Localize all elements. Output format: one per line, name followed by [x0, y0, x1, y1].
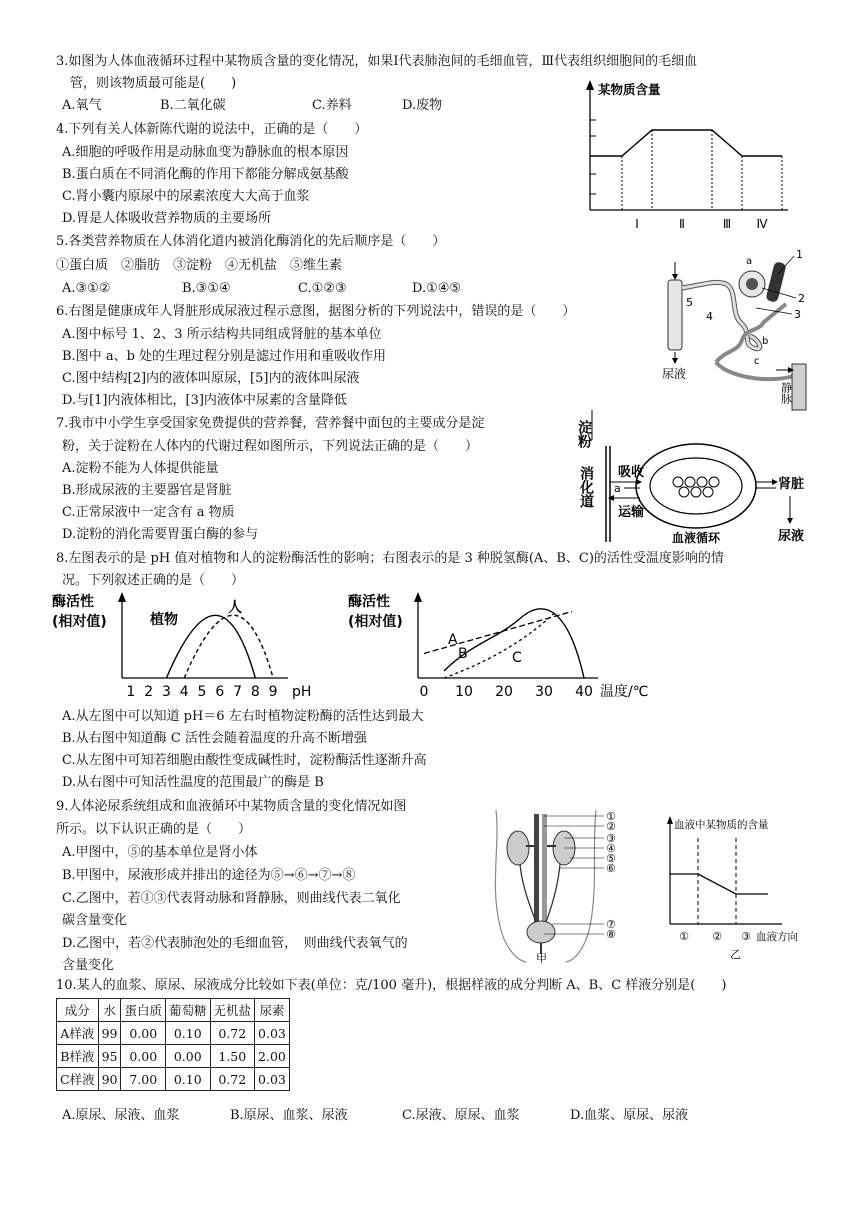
- q9-figure-number-label: ③: [606, 832, 616, 845]
- q9-stem-line2: 所示。以下认识正确的是（ ）: [56, 822, 252, 837]
- q6-label-a: a: [746, 256, 753, 267]
- table-header: 水: [98, 999, 121, 1022]
- q8-right-xtick: 40: [575, 684, 593, 700]
- q9-figure-number-label: ⑥: [606, 862, 616, 875]
- table-cell: 99: [98, 1022, 121, 1045]
- q7-label-circulation: 血液循环: [672, 531, 721, 545]
- table-cell: C样液: [57, 1068, 99, 1091]
- table-cell: 0.00: [166, 1045, 211, 1068]
- q6-option-b: B.图中 a、b 处的生理过程分别是滤过作用和重吸收作用: [62, 349, 387, 364]
- q8-right-legend-a: A: [448, 632, 458, 648]
- q9-figure-number-label: ②: [606, 820, 616, 833]
- q8-left-xtick: 6: [215, 684, 225, 700]
- q7-label-tract: 消化道: [578, 466, 594, 508]
- q10-table: [56, 998, 290, 1091]
- q3-chart-ylabel: 某物质含量: [598, 82, 661, 97]
- table-header: 成分: [57, 999, 99, 1022]
- table-cell: 0.03: [255, 1068, 290, 1091]
- table-cell: 1.50: [210, 1045, 255, 1068]
- table-header: 蛋白质: [121, 999, 166, 1022]
- q6-label-vein: 静脉: [779, 382, 793, 404]
- q7-label-kidney: 肾脏: [778, 477, 805, 492]
- q5-option-d: D.①④⑤: [412, 281, 462, 296]
- table-header: 尿素: [255, 999, 290, 1022]
- q3-chart-series-line: [590, 130, 782, 156]
- q8-left-xtick: 8: [250, 684, 260, 700]
- q4-option-c: C.肾小囊内原尿中的尿素浓度大大高于血浆: [62, 189, 310, 204]
- q9-urinary-figure: [486, 806, 632, 964]
- q9-figure-number-label: ⑧: [606, 928, 616, 941]
- q6-option-d: D.与[1]内液体相比，[3]内液体中尿素的含量降低: [62, 393, 347, 408]
- q5-stem: 5.各类营养物质在人体消化道内被消化酶消化的先后顺序是（ ）: [56, 234, 446, 249]
- q6-label-c: c: [754, 356, 760, 367]
- q6-label-5: 5: [686, 296, 693, 309]
- q7-metabolism-figure: [576, 404, 830, 548]
- table-cell: 90: [98, 1068, 121, 1091]
- q3-option-a: A.氧气: [62, 98, 102, 113]
- q8-left-legend-plant: 植物: [150, 612, 178, 628]
- q7-label-transport: 运输: [618, 505, 645, 520]
- q8-left-xtick: 2: [144, 684, 154, 700]
- q9-chart-yi: [664, 814, 828, 960]
- q8-right-xtick: 10: [455, 684, 473, 700]
- q4-option-a: A.细胞的呼吸作用是动脉血变为静脉血的根本原因: [62, 145, 349, 160]
- q8-left-series-plant: [166, 615, 255, 678]
- q7-option-a: A.淀粉不能为人体提供能量: [62, 461, 219, 476]
- q9-label-yi: 乙: [730, 948, 741, 961]
- table-cell: 0.00: [121, 1022, 166, 1045]
- q7-label-a: a: [614, 482, 621, 495]
- q4-option-d: D.胃是人体吸收营养物质的主要场所: [62, 211, 272, 226]
- q9-option-c: C.乙图中，若①③代表肾动脉和肾静脉，则曲线代表二氧化: [62, 891, 401, 906]
- q9-option-b: B.甲图中，尿液形成并排出的途径为⑤→⑥→⑦→⑧: [62, 868, 356, 883]
- q8-stem-line2: 况。下列叙述正确的是（ ）: [62, 573, 245, 588]
- q7-option-d: D.淀粉的消化需要胃蛋白酶的参与: [62, 527, 259, 542]
- q3-tick-1: Ⅰ: [635, 217, 639, 231]
- q6-label-urine: 尿液: [662, 367, 687, 381]
- q8-left-xtick: 7: [233, 684, 243, 700]
- q10-option-c: C.尿液、原尿、血浆: [402, 1108, 520, 1123]
- q8-temp-chart: [346, 592, 672, 708]
- q7-label-absorb: 吸收: [618, 465, 645, 480]
- q3-chart: [560, 78, 820, 230]
- q9-figure-number-label: ⑦: [606, 918, 616, 931]
- q7-label-starch: 淀粉: [576, 420, 592, 448]
- q6-label-1: 1: [796, 248, 803, 261]
- q10-option-a: A.原尿、尿液、血浆: [62, 1108, 180, 1123]
- table-cell: 95: [98, 1045, 121, 1068]
- q5-option-c: C.①②③: [298, 281, 347, 296]
- q7-stem-line1: 7.我市中小学生享受国家免费提供的营养餐，营养餐中面包的主要成分是淀: [56, 416, 485, 431]
- q9-option-a: A.甲图中，⑤的基本单位是肾小体: [62, 845, 258, 860]
- table-cell: 0.03: [255, 1022, 290, 1045]
- q6-option-c: C.图中结构[2]内的液体叫原尿，[5]内的液体叫尿液: [62, 371, 360, 386]
- q10-option-b: B.原尿、血浆、尿液: [230, 1108, 348, 1123]
- q8-left-xtick: 9: [268, 684, 278, 700]
- q8-right-xtick: 20: [495, 684, 513, 700]
- q6-label-b: b: [762, 336, 769, 347]
- q8-option-c: C.从左图中可知若细胞由酸性变成碱性时，淀粉酶活性逐渐升高: [62, 753, 427, 768]
- q8-right-legend-c: C: [512, 650, 522, 666]
- q5-option-b: B.③①④: [182, 281, 231, 296]
- q8-option-d: D.从右图中可知活性温度的范围最广的酶是 B: [62, 775, 324, 790]
- q8-option-b: B.从右图中知道酶 C 活性会随着温度的升高不断增强: [62, 731, 367, 746]
- table-row: [57, 1068, 290, 1091]
- table-header: 无机盐: [210, 999, 255, 1022]
- q9-stem-line1: 9.人体泌尿系统组成和血液循环中某物质含量的变化情况如图: [56, 799, 407, 814]
- table-cell: 0.10: [166, 1022, 211, 1045]
- table-cell: 0.72: [210, 1022, 255, 1045]
- table-cell: 2.00: [255, 1045, 290, 1068]
- q9-figure-number-label: ①: [606, 810, 616, 823]
- q8-left-xlabel: pH: [292, 684, 312, 700]
- q3-tick-2: Ⅱ: [679, 217, 685, 231]
- q9-figure-number-label: ④: [606, 842, 616, 855]
- q9-chart-tick-2: ②: [712, 930, 722, 943]
- table-cell: 0.10: [166, 1068, 211, 1091]
- q6-label-3: 3: [794, 308, 801, 321]
- q7-option-b: B.形成尿液的主要器官是肾脏: [62, 483, 232, 498]
- table-cell: 0.00: [121, 1045, 166, 1068]
- q3-stem-line1: 3.如图为人体血液循环过程中某物质含量的变化情况，如果Ⅰ代表肺泡间的毛细血管，Ⅲ代表组织细胞间的毛细血: [56, 54, 698, 69]
- q6-nephron-figure: [646, 244, 820, 412]
- q8-left-legend-human: 人: [228, 600, 242, 616]
- q4-stem: 4.下列有关人体新陈代谢的说法中，正确的是（ ）: [56, 122, 368, 137]
- q6-option-a: A.图中标号 1、2、3 所示结构共同组成肾脏的基本单位: [62, 327, 382, 342]
- table-cell: 0.72: [210, 1068, 255, 1091]
- q6-label-4: 4: [706, 310, 713, 323]
- q6-stem: 6.右图是健康成年人肾脏形成尿液过程示意图，据图分析的下列说法中，错误的是（ ）: [56, 304, 576, 319]
- q8-left-ylabel-2: (相对值): [52, 614, 107, 630]
- q8-stem-line1: 8.左图表示的是 pH 值对植物和人的淀粉酶活性的影响；右图表示的是 3 种脱氢酶(A、B、C)的活性受温度影响的情: [56, 551, 724, 566]
- q8-left-xtick: 4: [179, 684, 189, 700]
- q3-option-b: B.二氧化碳: [160, 98, 226, 113]
- q6-label-2: 2: [798, 292, 805, 305]
- q3-tick-3: Ⅲ: [722, 217, 732, 231]
- q8-ph-chart: [50, 592, 320, 708]
- q8-left-xtick: 1: [126, 684, 136, 700]
- table-header: 葡萄糖: [166, 999, 211, 1022]
- q9-option-c-cont: 碳含量变化: [62, 913, 128, 928]
- q9-chart-ylabel: 血液中某物质的含量: [674, 819, 769, 831]
- q3-tick-4: Ⅳ: [756, 217, 768, 231]
- q8-right-series-b: [444, 609, 584, 678]
- q9-chart-tick-1: ①: [679, 930, 689, 943]
- table-row: [57, 1022, 290, 1045]
- q7-label-urine: 尿液: [778, 529, 805, 544]
- table-cell: B样液: [57, 1045, 99, 1068]
- q9-option-d: D.乙图中，若②代表肺泡处的毛细血管， 则曲线代表氧气的: [62, 936, 408, 951]
- q8-right-xlabel: 温度/℃: [600, 684, 649, 700]
- q10-option-d: D.血浆、原尿、尿液: [570, 1108, 689, 1123]
- q5-option-a: A.③①②: [62, 281, 111, 296]
- q5-items: ①蛋白质 ②脂肪 ③淀粉 ④无机盐 ⑤维生素: [56, 258, 343, 273]
- q9-chart-xlabel: 血液方向: [756, 931, 798, 943]
- q8-right-legend-b: B: [458, 646, 468, 662]
- q9-chart-series-line: [670, 874, 768, 894]
- q4-option-b: B.蛋白质在不同消化酶的作用下都能分解成氨基酸: [62, 167, 349, 182]
- table-header-row: [57, 999, 290, 1022]
- q7-option-c: C.正常尿液中一定含有 a 物质: [62, 505, 235, 520]
- table-row: [57, 1045, 290, 1068]
- q8-option-a: A.从左图中可以知道 pH＝6 左右时植物淀粉酶的活性达到最大: [62, 709, 424, 724]
- q9-figure-number-label: ⑤: [606, 852, 616, 865]
- q7-stem-line2: 粉，关于淀粉在人体内的代谢过程如图所示，下列说法正确的是（ ）: [62, 439, 479, 454]
- q8-right-xtick: 30: [535, 684, 553, 700]
- q8-right-ylabel-1: 酶活性: [348, 594, 390, 610]
- q8-right-ylabel-2: (相对值): [348, 614, 403, 630]
- q8-right-xtick: 0: [419, 684, 429, 700]
- q3-stem-line2: 管，则该物质最可能是( ): [70, 76, 237, 91]
- q8-left-xtick: 3: [161, 684, 171, 700]
- q3-option-d: D.废物: [402, 98, 443, 113]
- q10-stem: 10.某人的血浆、原尿、尿液成分比较如下表(单位：克/100 毫升)，根据样液的成分判断 A、B、C 样液分别是( ): [56, 978, 727, 993]
- table-cell: 7.00: [121, 1068, 166, 1091]
- table-cell: A样液: [57, 1022, 99, 1045]
- q8-left-xtick: 5: [197, 684, 207, 700]
- q9-chart-tick-3: ③: [741, 930, 751, 943]
- q3-option-c: C.养料: [312, 98, 352, 113]
- q8-left-ylabel-1: 酶活性: [52, 594, 94, 610]
- q9-label-jia: 甲: [536, 952, 547, 965]
- q9-option-d-cont: 含量变化: [62, 958, 115, 973]
